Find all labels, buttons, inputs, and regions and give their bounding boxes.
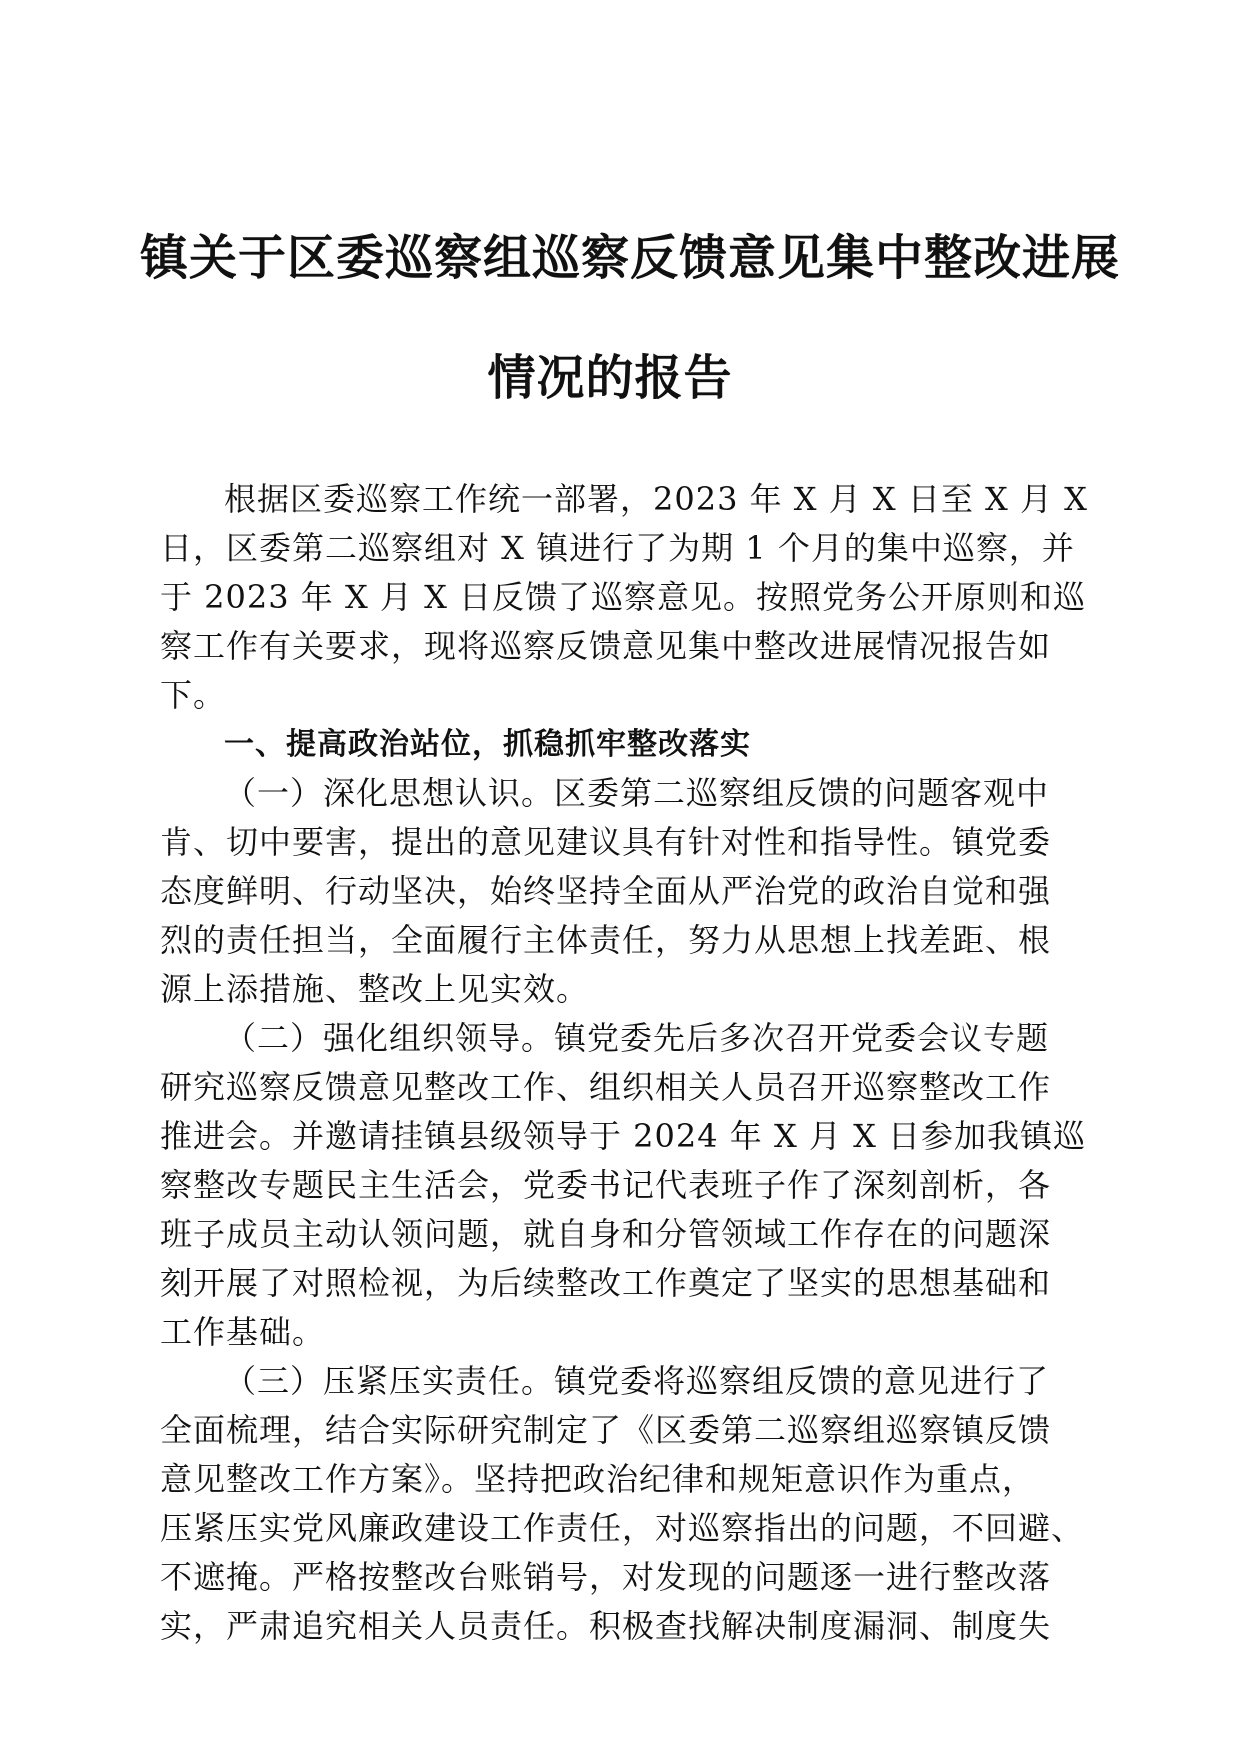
paragraph-line: 于 2023 年 X 月 X 日反馈了巡察意见。按照党务公开原则和巡 [160,578,1087,616]
paragraph-line: 工作基础。 [160,1313,326,1351]
document-title-line-2: 情况的报告 [487,350,733,406]
section-heading: 一、提高政治站位，抓稳抓牢整改落实 [224,727,751,762]
paragraph-line: 察工作有关要求，现将巡察反馈意见集中整改进展情况报告如 [160,627,1052,665]
paragraph-line: 烈的责任担当，全面履行主体责任，努力从思想上找差距、根 [160,921,1052,959]
paragraph-line: 班子成员主动认领问题，就自身和分管领域工作存在的问题深 [160,1215,1052,1253]
paragraph-line: （二）强化组织领导。镇党委先后多次召开党委会议专题 [224,1019,1050,1057]
paragraph-line: 压紧压实党风廉政建设工作责任，对巡察指出的问题，不回避、 [160,1509,1085,1547]
paragraph-line: 察整改专题民主生活会，党委书记代表班子作了深刻剖析，各 [160,1166,1052,1204]
paragraph-line: （一）深化思想认识。区委第二巡察组反馈的问题客观中 [224,774,1050,812]
paragraph-line: 下。 [160,676,227,714]
paragraph-line: 根据区委巡察工作统一部署，2023 年 X 月 X 日至 X 月 X [224,480,1088,518]
paragraph-line: 实，严肃追究相关人员责任。积极查找解决制度漏洞、制度失 [160,1607,1052,1645]
paragraph-line: 肯、切中要害，提出的意见建议具有针对性和指导性。镇党委 [160,823,1052,861]
paragraph-line: 日，区委第二巡察组对 X 镇进行了为期 1 个月的集中巡察，并 [160,529,1075,567]
paragraph-line: 刻开展了对照检视，为后续整改工作奠定了坚实的思想基础和 [160,1264,1052,1302]
paragraph-line: 意见整改工作方案》。坚持把政治纪律和规矩意识作为重点， [160,1460,1036,1498]
document-body [160,475,1088,1651]
paragraph-line: 不遮掩。严格按整改台账销号，对发现的问题逐一进行整改落 [160,1558,1052,1596]
paragraph-line: 推进会。并邀请挂镇县级领导于 2024 年 X 月 X 日参加我镇巡 [160,1117,1087,1155]
paragraph-line: （三）压紧压实责任。镇党委将巡察组反馈的意见进行了 [224,1362,1050,1400]
paragraph-line: 全面梳理，结合实际研究制定了《区委第二巡察组巡察镇反馈 [160,1411,1052,1449]
paragraph-line: 研究巡察反馈意见整改工作、组织相关人员召开巡察整改工作 [160,1068,1052,1106]
paragraph-line: 态度鲜明、行动坚决，始终坚持全面从严治党的政治自觉和强 [160,872,1052,910]
paragraph-line: 源上添措施、整改上见实效。 [160,970,590,1008]
document-title-line-1: 镇关于区委巡察组巡察反馈意见集中整改进展 [140,230,1121,286]
